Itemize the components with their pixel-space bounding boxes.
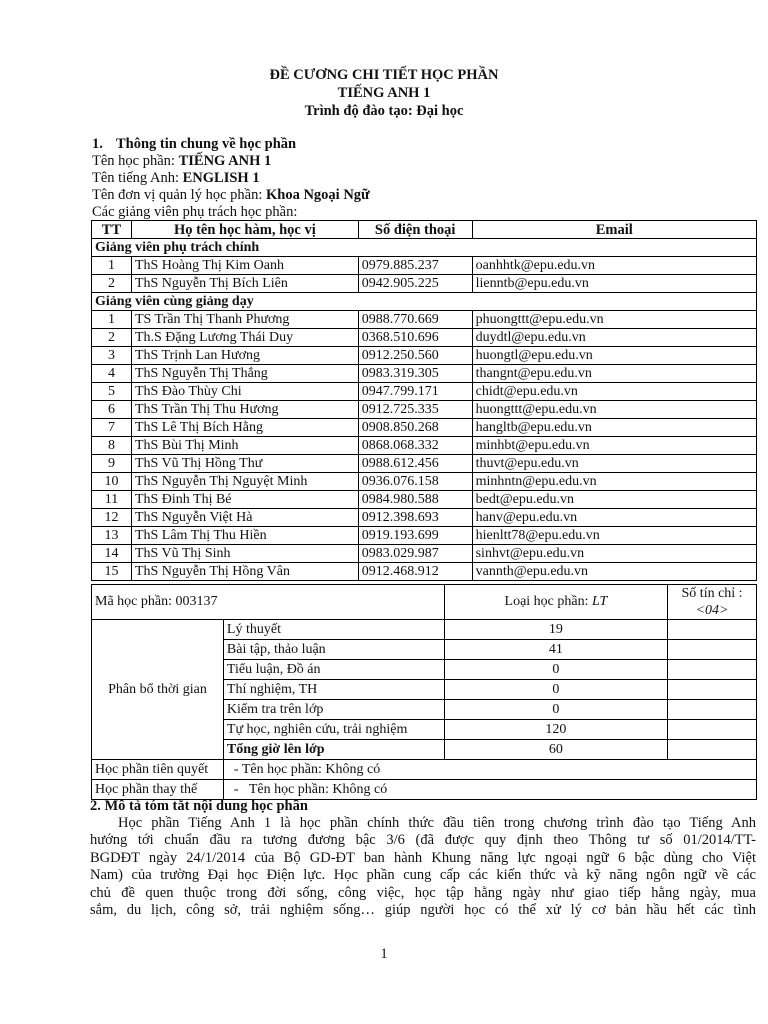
lecturer-phone: 0983.029.987 — [358, 545, 472, 563]
group-main-lecturers: Giảng viên phụ trách chính — [92, 239, 757, 257]
header-name: Họ tên học hàm, học vị — [131, 221, 358, 239]
lecturer-row — [92, 275, 757, 293]
section1-heading — [92, 136, 296, 153]
lecturer-phone: 0919.193.699 — [358, 527, 472, 545]
time-item-value: 19 — [444, 620, 667, 640]
lecturer-tt: 1 — [92, 311, 132, 329]
paragraph-line: chủ đề quen thuộc trong đời sống, công việc, học tập hằng ngày như giao tiếp hằng ngày, mua — [90, 884, 756, 901]
lecturer-email: lienntb@epu.edu.vn — [472, 275, 756, 293]
lecturer-row — [92, 455, 757, 473]
lecturer-email: hienltt78@epu.edu.vn — [472, 527, 756, 545]
lecturer-name: ThS Bùi Thị Minh — [131, 437, 358, 455]
course-name-value: TIẾNG ANH 1 — [178, 153, 272, 169]
paragraph-line: Nam) của trường Đại học Điện lực. Học phần cung cấp các kiến thức và kỹ năng ngôn ngữ về các — [90, 867, 756, 884]
group-co-lecturers: Giảng viên cùng giảng dạy — [92, 293, 757, 311]
section1-number: 1. — [92, 136, 103, 152]
lecturer-email: bedt@epu.edu.vn — [472, 491, 756, 509]
section2-heading: 2. Mô tả tóm tắt nội dung học phần — [90, 798, 308, 814]
lecturer-email: minhntn@epu.edu.vn — [472, 473, 756, 491]
time-item-label: Kiểm tra trên lớp — [223, 700, 444, 720]
paragraph-line: hướng tới chuẩn đầu ra tương đương bậc 3/6 (đã được quy định theo Thông tư số 01/2014/TT- — [90, 832, 756, 849]
time-item-empty — [668, 620, 757, 640]
lecturer-phone: 0947.799.171 — [358, 383, 472, 401]
replacement-value: - Tên học phần: Không có — [223, 780, 756, 800]
lecturer-tt: 8 — [92, 437, 132, 455]
course-title: TIẾNG ANH 1 — [337, 85, 431, 101]
paragraph-line: Học phần Tiếng Anh 1 là học phần chính thức đầu tiên trong chương trình đào tạo Tiếng Anh — [118, 815, 756, 831]
lecturer-phone: 0868.068.332 — [358, 437, 472, 455]
lecturer-email: huongtl@epu.edu.vn — [472, 347, 756, 365]
lecturer-row — [92, 401, 757, 419]
lecturer-phone: 0942.905.225 — [358, 275, 472, 293]
course-credits-value: <04> — [695, 603, 729, 618]
time-item-label: Thí nghiệm, TH — [223, 680, 444, 700]
lecturer-tt: 13 — [92, 527, 132, 545]
lecturer-phone: 0912.725.335 — [358, 401, 472, 419]
lecturer-name: ThS Nguyễn Thị Thắng — [131, 365, 358, 383]
total-hours-value: 60 — [444, 740, 667, 760]
lecturer-email: huongttt@epu.edu.vn — [472, 401, 756, 419]
lecturer-tt: 10 — [92, 473, 132, 491]
course-credits — [668, 585, 757, 620]
lecturer-tt: 11 — [92, 491, 132, 509]
lecturer-row — [92, 419, 757, 437]
time-item-value: 0 — [444, 700, 667, 720]
document-title: ĐỀ CƯƠNG CHI TIẾT HỌC PHẦN — [269, 67, 499, 83]
lecturer-tt: 4 — [92, 365, 132, 383]
time-item-label: Bài tập, thảo luận — [223, 640, 444, 660]
lecturer-phone: 0988.770.669 — [358, 311, 472, 329]
time-item-label: Tiểu luận, Đồ án — [223, 660, 444, 680]
lecturer-email: phuongttt@epu.edu.vn — [472, 311, 756, 329]
course-info-table — [91, 584, 757, 800]
lecturer-name: ThS Trần Thị Thu Hương — [131, 401, 358, 419]
lecturer-email: hangltb@epu.edu.vn — [472, 419, 756, 437]
paragraph-line: sắm, du lịch, công sở, trải nghiệm sống… giúp người học có thể xử lý cơ bản hầu hết các tình — [90, 902, 756, 919]
lecturer-name: ThS Đinh Thị Bé — [131, 491, 358, 509]
course-code-row — [92, 585, 757, 620]
total-hours-empty — [668, 740, 757, 760]
lecturer-row — [92, 257, 757, 275]
time-item-empty — [668, 700, 757, 720]
lecturer-name: ThS Hoàng Thị Kim Oanh — [131, 257, 358, 275]
lecturer-row — [92, 563, 757, 581]
course-name-line — [92, 153, 271, 170]
lecturer-email: vannth@epu.edu.vn — [472, 563, 756, 581]
lecturer-row — [92, 329, 757, 347]
time-item-empty — [668, 660, 757, 680]
lecturer-phone: 0983.319.305 — [358, 365, 472, 383]
lecturer-row — [92, 347, 757, 365]
lecturer-name: ThS Đào Thùy Chi — [131, 383, 358, 401]
course-type-value: LT — [592, 594, 608, 609]
lecturer-email: hanv@epu.edu.vn — [472, 509, 756, 527]
prerequisite-label: Học phần tiên quyết — [92, 760, 224, 780]
time-item-empty — [668, 640, 757, 660]
training-level: Trình độ đào tạo: Đại học — [304, 103, 464, 119]
replacement-label: Học phần thay thế — [92, 780, 224, 800]
lecturer-email: oanhhtk@epu.edu.vn — [472, 257, 756, 275]
unit-value: Khoa Ngoại Ngữ — [265, 187, 370, 203]
course-credits-label: Số tín chỉ : — [681, 586, 743, 601]
lecturer-tt: 5 — [92, 383, 132, 401]
lecturer-tt: 15 — [92, 563, 132, 581]
lecturer-tt: 3 — [92, 347, 132, 365]
page-number: 1 — [380, 946, 388, 962]
replacement-row — [92, 780, 757, 800]
lecturer-phone: 0368.510.696 — [358, 329, 472, 347]
lecturer-name: ThS Trịnh Lan Hương — [131, 347, 358, 365]
section2-paragraph — [90, 815, 756, 919]
english-name-label: Tên tiếng Anh: — [92, 170, 183, 186]
lecturer-phone: 0912.398.693 — [358, 509, 472, 527]
lecturer-row — [92, 365, 757, 383]
lecturer-name: ThS Lâm Thị Thu Hiền — [131, 527, 358, 545]
lecturer-name: ThS Lê Thị Bích Hằng — [131, 419, 358, 437]
time-item-value: 0 — [444, 680, 667, 700]
lecturers-label: Các giảng viên phụ trách học phần: — [92, 204, 298, 220]
lecturer-tt: 9 — [92, 455, 132, 473]
unit-line — [92, 187, 370, 204]
header-phone: Số điện thoại — [358, 221, 472, 239]
total-hours-label: Tổng giờ lên lớp — [223, 740, 444, 760]
lecturer-row — [92, 491, 757, 509]
lecturer-name: ThS Nguyễn Thị Nguyệt Minh — [131, 473, 358, 491]
unit-label: Tên đơn vị quản lý học phần: — [92, 187, 266, 203]
time-allocation-label: Phân bổ thời gian — [92, 620, 224, 760]
lecturer-row — [92, 509, 757, 527]
time-item-value: 120 — [444, 720, 667, 740]
header-tt: TT — [92, 221, 132, 239]
lecturer-email: chidt@epu.edu.vn — [472, 383, 756, 401]
time-item-empty — [668, 680, 757, 700]
lecturer-row — [92, 437, 757, 455]
section1-title: Thông tin chung về học phần — [116, 136, 297, 152]
lecturer-name: ThS Nguyễn Thị Hồng Vân — [131, 563, 358, 581]
lecturer-name: Th.S Đặng Lương Thái Duy — [131, 329, 358, 347]
lecturer-phone: 0908.850.268 — [358, 419, 472, 437]
course-type-label: Loại học phần: — [504, 594, 592, 609]
paragraph-line: BGDĐT ngày 24/1/2014 của Bộ GD-ĐT ban hành Khung năng lực ngoại ngữ 6 bậc dùng cho Việt — [90, 849, 756, 866]
lecturer-row — [92, 527, 757, 545]
lecturer-tt: 1 — [92, 257, 132, 275]
lecturer-tt: 2 — [92, 275, 132, 293]
lecturer-email: sinhvt@epu.edu.vn — [472, 545, 756, 563]
time-item-value: 41 — [444, 640, 667, 660]
prerequisite-value: - Tên học phần: Không có — [223, 760, 756, 780]
lecturer-phone: 0936.076.158 — [358, 473, 472, 491]
lecturer-phone: 0984.980.588 — [358, 491, 472, 509]
lecturer-phone: 0912.250.560 — [358, 347, 472, 365]
lecturer-tt: 14 — [92, 545, 132, 563]
lecturer-email: minhbt@epu.edu.vn — [472, 437, 756, 455]
header-email: Email — [472, 221, 756, 239]
lecturer-tt: 6 — [92, 401, 132, 419]
lecturer-tt: 7 — [92, 419, 132, 437]
lecturer-row — [92, 473, 757, 491]
lecturer-table — [91, 220, 757, 581]
time-item-label: Lý thuyết — [223, 620, 444, 640]
lecturer-tt: 2 — [92, 329, 132, 347]
group-co-lecturers-row — [92, 293, 757, 311]
lecturer-name: ThS Vũ Thị Hồng Thư — [131, 455, 358, 473]
lecturer-name: ThS Vũ Thị Sinh — [131, 545, 358, 563]
group-main-lecturers-row — [92, 239, 757, 257]
lecturer-table-header — [92, 221, 757, 239]
lecturer-row — [92, 311, 757, 329]
lecturer-name: TS Trần Thị Thanh Phương — [131, 311, 358, 329]
english-name-value: ENGLISH 1 — [182, 170, 260, 186]
time-item-value: 0 — [444, 660, 667, 680]
prerequisite-row — [92, 760, 757, 780]
lecturer-phone: 0912.468.912 — [358, 563, 472, 581]
time-allocation-row — [92, 620, 757, 640]
time-item-empty — [668, 720, 757, 740]
lecturer-name: ThS Nguyễn Việt Hà — [131, 509, 358, 527]
lecturer-phone: 0988.612.456 — [358, 455, 472, 473]
course-type — [444, 585, 667, 620]
lecturer-phone: 0979.885.237 — [358, 257, 472, 275]
time-item-label: Tự học, nghiên cứu, trải nghiệm — [223, 720, 444, 740]
english-name-line — [92, 170, 260, 187]
lecturer-email: thangnt@epu.edu.vn — [472, 365, 756, 383]
lecturer-name: ThS Nguyễn Thị Bích Liên — [131, 275, 358, 293]
lecturer-row — [92, 545, 757, 563]
lecturer-row — [92, 383, 757, 401]
lecturer-email: thuvt@epu.edu.vn — [472, 455, 756, 473]
lecturer-tt: 12 — [92, 509, 132, 527]
lecturer-email: duydtl@epu.edu.vn — [472, 329, 756, 347]
course-code: Mã học phần: 003137 — [92, 585, 445, 620]
course-name-label: Tên học phần: — [92, 153, 179, 169]
